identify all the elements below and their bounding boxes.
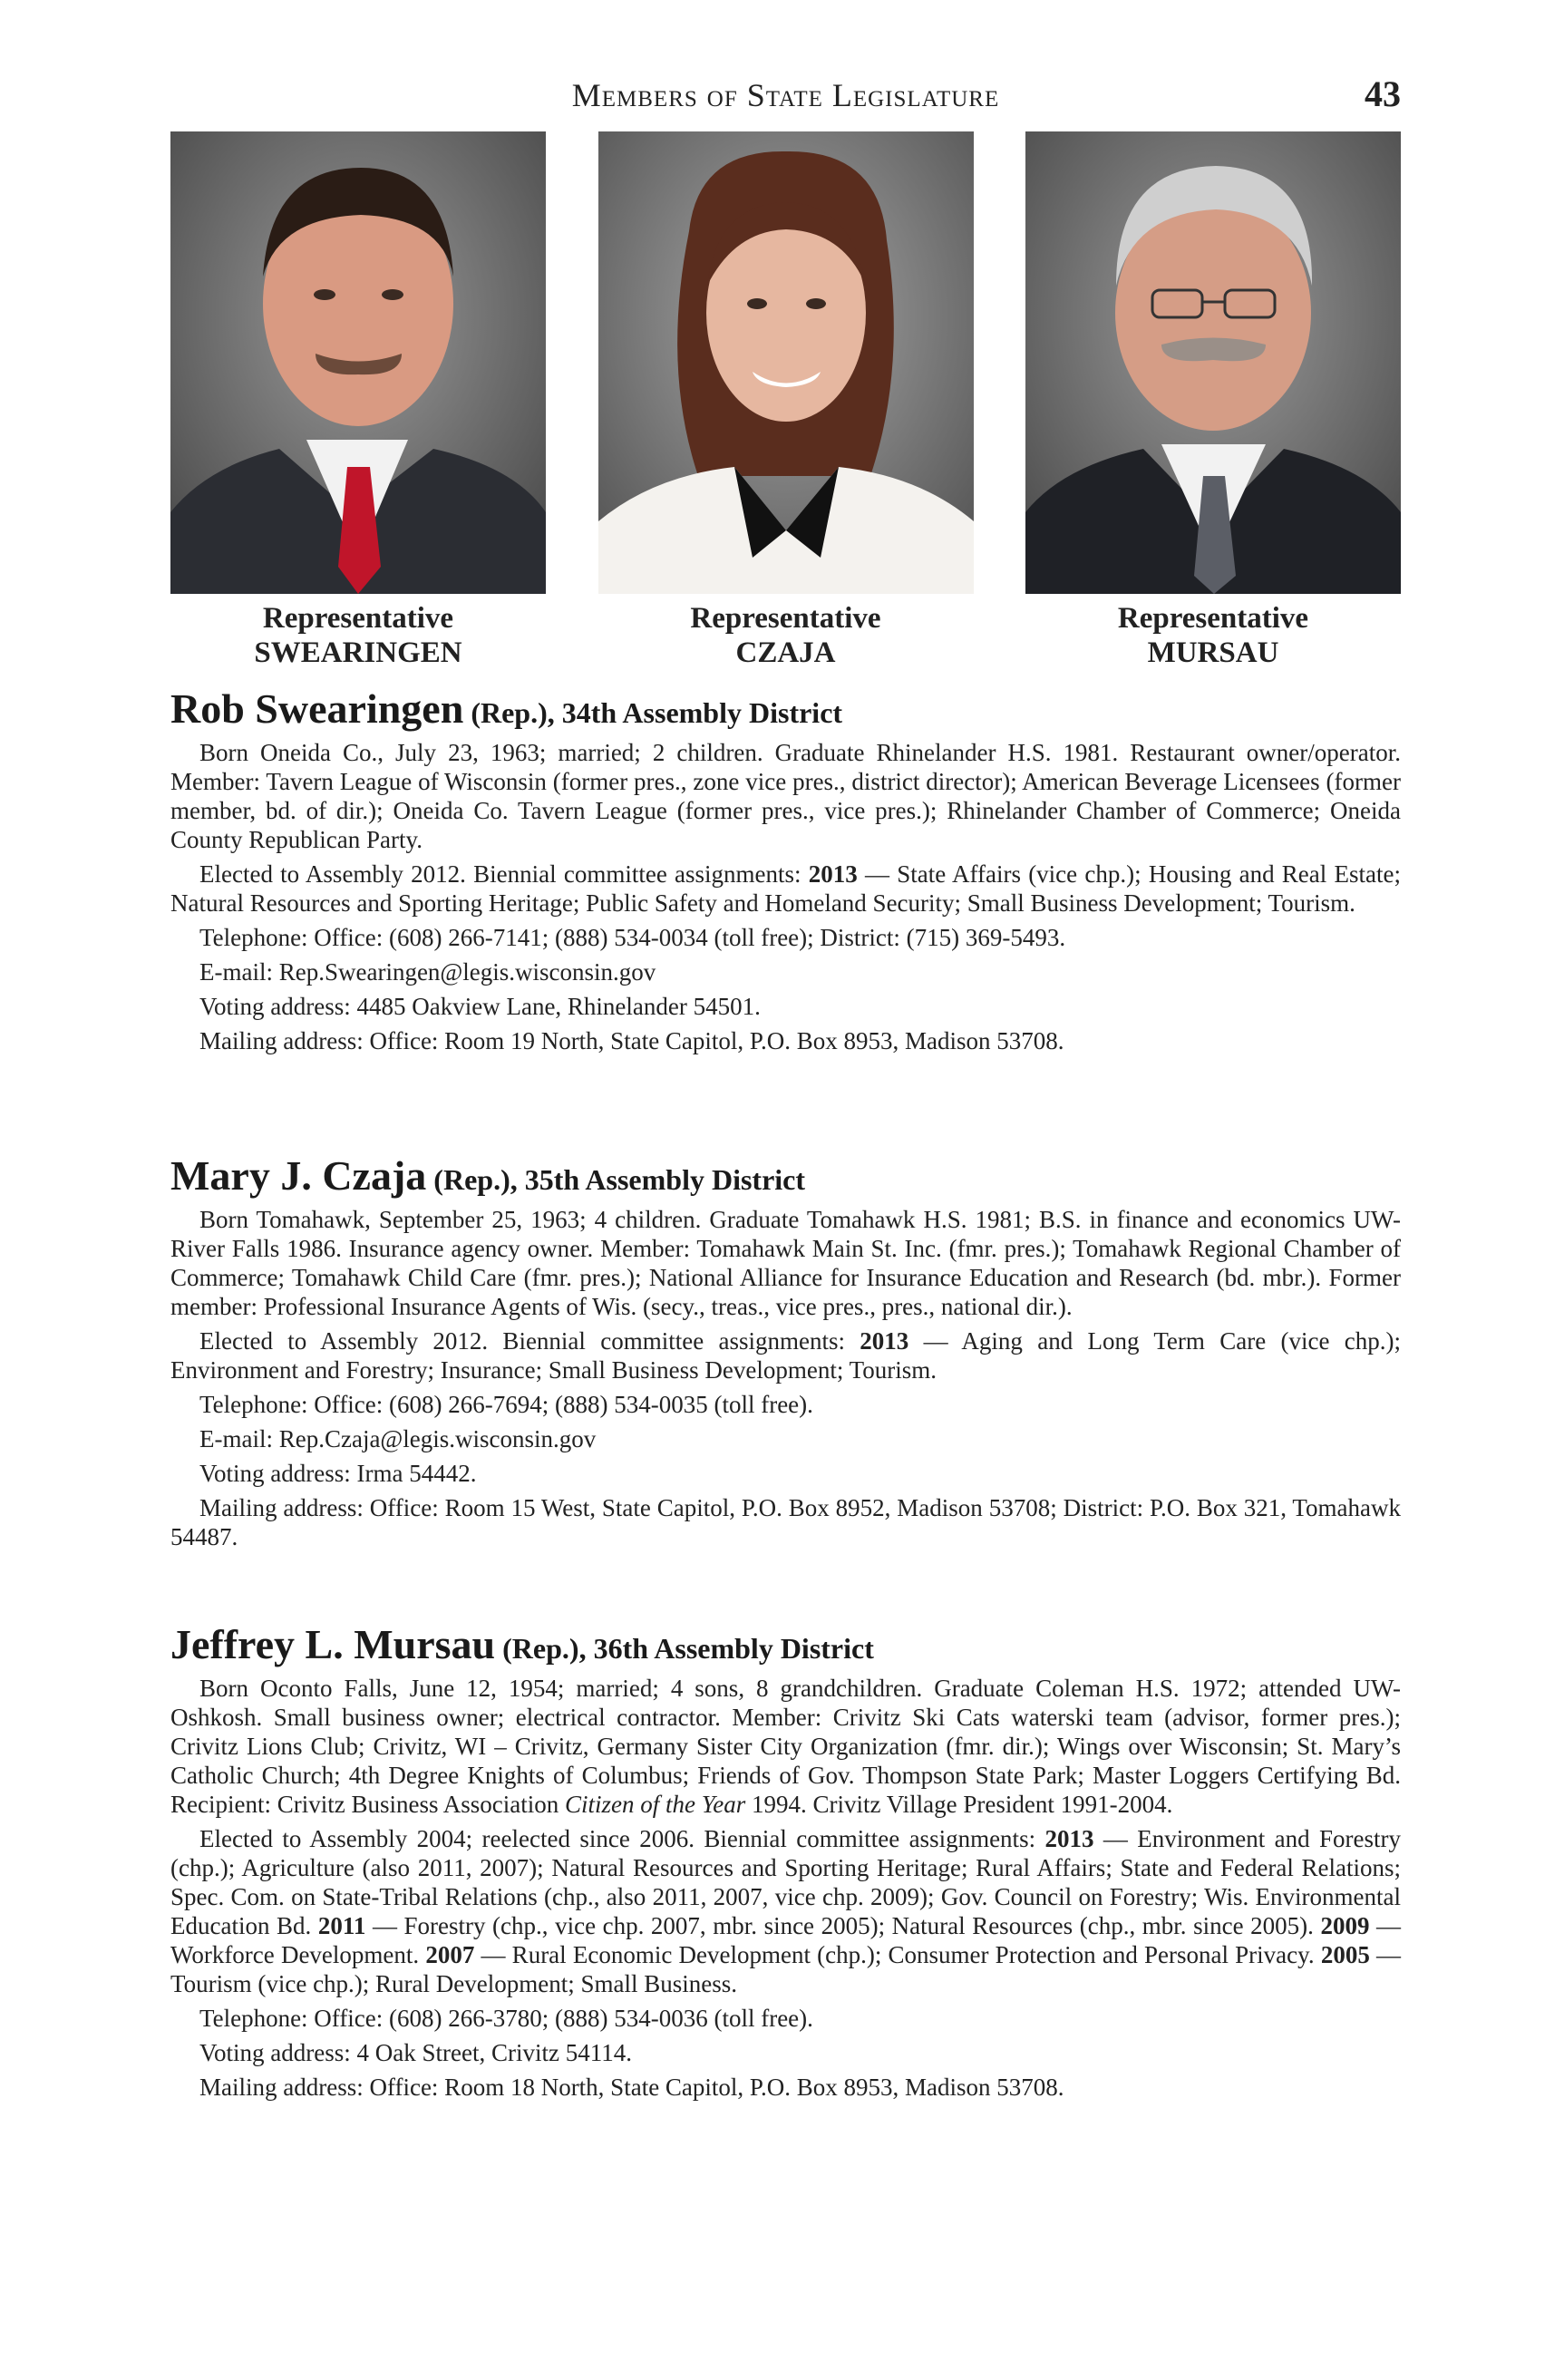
caption-surname: SWEARINGEN: [254, 636, 462, 669]
award-title: Citizen of the Year: [564, 1791, 746, 1818]
bio-telephone: Telephone: Office: (608) 266-3780; (888) 534-0036 (toll free).: [199, 2005, 813, 2032]
member-affiliation: (Rep.), 35th Assembly District: [433, 1163, 806, 1196]
committees-list: — Workforce Development.: [170, 1912, 1402, 1968]
bio-background: Born Oneida Co., July 23, 1963; married; 2 children. Graduate Rhinelander H.S. 1981. Restaurant owner/operator. Member: Tavern League of Wisconsin (former pres., zone vice pres., district director); American Beverage Licensees (former member, bd. of dir.); Oneida Co. Tavern League (former pres., vice pres.); Rhinelander Chamber of Commerce; Oneida County Republican Party.: [170, 739, 1401, 853]
portrait-swearingen: [170, 131, 546, 594]
committees-list: — Tourism (vice chp.); Rural Development; Small Business.: [170, 1941, 1402, 1997]
bio-heading: [170, 1620, 1401, 1668]
bio-background: [170, 1674, 1401, 1819]
bio-committees: [170, 860, 1401, 918]
bio-telephone: Telephone: Office: (608) 266-7141; (888) 534-0034 (toll free); District: (715) 369-5493.: [199, 924, 1066, 951]
bio-heading: [170, 1151, 1401, 1200]
directory-page: [170, 0, 1402, 2101]
portrait-photo-icon: [598, 131, 974, 594]
bio-heading: [170, 685, 1401, 733]
portrait-mursau: [1025, 131, 1401, 594]
caption-surname: CZAJA: [735, 636, 836, 669]
bio-czaja: [170, 1151, 1401, 1551]
bio-committees: [170, 1824, 1401, 1998]
caption-surname: MURSAU: [1147, 636, 1279, 669]
bio-voting-address: Voting address: Irma 54442.: [199, 1460, 477, 1487]
bio-email: E-mail: Rep.Swearingen@legis.wisconsin.gov: [199, 958, 656, 986]
committees-intro: Elected to Assembly 2012. Biennial committee assignments:: [199, 860, 809, 888]
committees-list: — Environment and Forestry (chp.); Agriculture (also 2011, 2007); Natural Resources and Sporting Heritage; Rural Affairs; State and Federal Relations; Spec. Com. on State-Tribal Relations (chp., also 2011, 2007, vice chp. 2009); Gov. Council on Forestry; Wis. Environmental Education Bd.: [170, 1825, 1401, 1939]
committees-intro: Elected to Assembly 2004; reelected since 2006. Biennial committee assignments:: [199, 1825, 1045, 1852]
caption-czaja: [598, 601, 974, 679]
committees-list: — Aging and Long Term Care (vice chp.); Environment and Forestry; Insurance; Small Business Development; Tourism.: [170, 1327, 1401, 1384]
committee-year: 2013: [808, 860, 858, 888]
bio-telephone: Telephone: Office: (608) 266-7694; (888) 534-0035 (toll free).: [199, 1391, 813, 1418]
bio-mailing-address: Mailing address: Office: Room 19 North, State Capitol, P.O. Box 8953, Madison 53708.: [199, 1027, 1064, 1054]
member-name: Mary J. Czaja: [170, 1152, 427, 1199]
background-text: 1994. Crivitz Village President 1991-2004.: [745, 1791, 1173, 1818]
page-number: 43: [1365, 73, 1401, 114]
caption-title: Representative: [690, 602, 881, 635]
committee-year: 2005: [1320, 1941, 1370, 1968]
bio-mailing-address: Mailing address: Office: Room 18 North, State Capitol, P.O. Box 8953, Madison 53708.: [199, 2074, 1064, 2101]
committees-intro: Elected to Assembly 2012. Biennial committee assignments:: [199, 1327, 860, 1355]
caption-row: [170, 601, 1401, 679]
running-title: Members of State Legislature: [571, 77, 1000, 113]
bio-email: E-mail: Rep.Czaja@legis.wisconsin.gov: [199, 1425, 597, 1452]
bio-committees: [170, 1326, 1401, 1384]
bio-voting-address: Voting address: 4 Oak Street, Crivitz 54114.: [199, 2039, 632, 2066]
member-name: Rob Swearingen: [170, 685, 464, 732]
committees-list: — Forestry (chp., vice chp. 2007, mbr. since 2005); Natural Resources (chp., mbr. since 2005).: [365, 1912, 1321, 1939]
bio-voting-address: Voting address: 4485 Oakview Lane, Rhinelander 54501.: [199, 993, 761, 1020]
committees-list: — State Affairs (vice chp.); Housing and Real Estate; Natural Resources and Sporting Heritage; Public Safety and Homeland Security; Small Business Development; Tourism.: [170, 860, 1401, 917]
member-name: Jeffrey L. Mursau: [170, 1621, 496, 1667]
member-affiliation: (Rep.), 34th Assembly District: [471, 696, 843, 729]
portrait-czaja: [598, 131, 974, 594]
committees-list: — Rural Economic Development (chp.); Consumer Protection and Personal Privacy.: [474, 1941, 1321, 1968]
member-affiliation: (Rep.), 36th Assembly District: [502, 1632, 874, 1665]
portrait-photo-icon: [170, 131, 546, 594]
caption-title: Representative: [262, 602, 454, 635]
background-text: Born Oconto Falls, June 12, 1954; married; 4 sons, 8 grandchildren. Graduate Coleman H.S. 1972; attended UW-Oshkosh. Small business owner; electrical contractor. Member: Crivitz Ski Cats waterski team (advisor, former pres.); Crivitz Lions Club; Crivitz, WI – Crivitz, Germany Sister City Organization (fmr. dir.); Wings over Wisconsin; St. Mary’s Catholic Church; 4th Degree Knights of Columbus; Friends of Gov. Thompson State Park; Master Loggers Certifying Bd. Recipient: Crivitz Business Association: [170, 1675, 1401, 1818]
committee-year: 2013: [1044, 1825, 1094, 1852]
bio-mursau: [170, 1620, 1401, 2102]
bio-mailing-address: Mailing address: Office: Room 15 West, State Capitol, P.O. Box 8952, Madison 53708; District: P.O. Box 321, Tomahawk 54487.: [170, 1494, 1401, 1550]
bio-swearingen: [170, 685, 1401, 1055]
caption-mursau: [1025, 601, 1401, 679]
portrait-row: [170, 131, 1401, 594]
committee-year: 2007: [425, 1941, 475, 1968]
caption-swearingen: [170, 601, 546, 679]
committee-year: 2011: [317, 1912, 366, 1939]
running-head: [170, 0, 1401, 131]
committee-year: 2013: [860, 1327, 909, 1355]
caption-title: Representative: [1117, 602, 1309, 635]
bio-background: Born Tomahawk, September 25, 1963; 4 children. Graduate Tomahawk H.S. 1981; B.S. in finance and economics UW-River Falls 1986. Insurance agency owner. Member: Tomahawk Main St. Inc. (fmr. pres.); Tomahawk Regional Chamber of Commerce; Tomahawk Child Care (fmr. pres.); National Alliance for Insurance Education and Research (bd. mbr.). Former member: Professional Insurance Agents of Wis. (secy., treas., vice pres., pres., national dir.).: [170, 1206, 1401, 1320]
committee-year: 2009: [1320, 1912, 1370, 1939]
portrait-photo-icon: [1025, 131, 1401, 594]
